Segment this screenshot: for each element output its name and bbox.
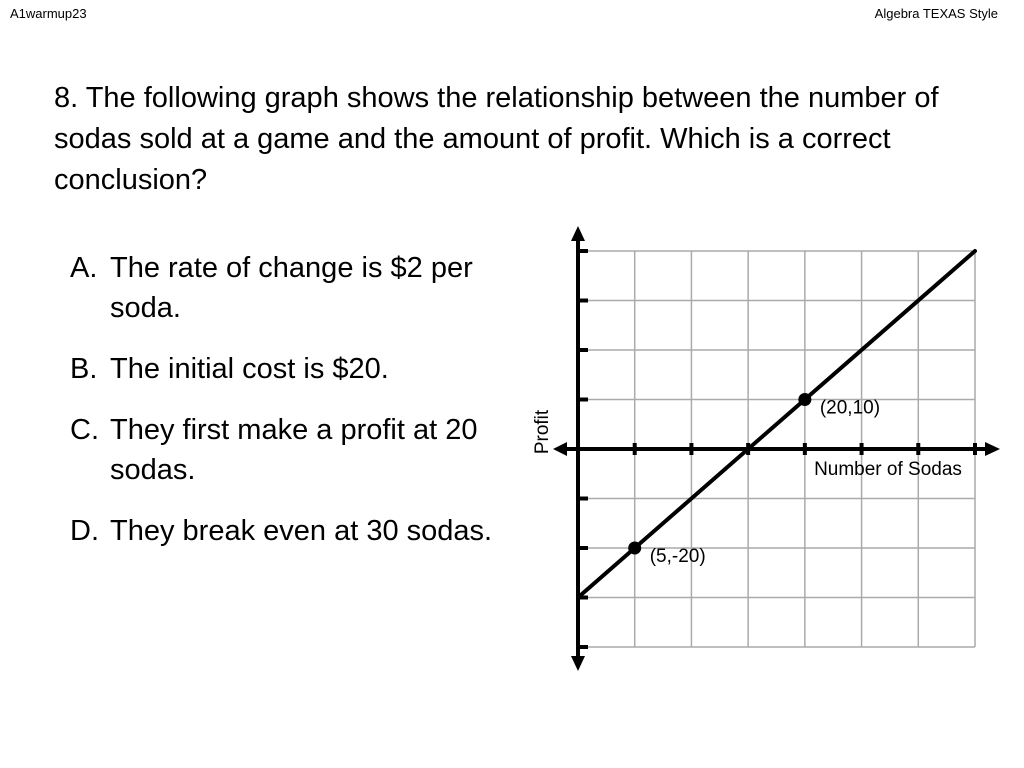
data-point <box>798 393 811 406</box>
option-letter: C. <box>70 414 99 446</box>
data-point <box>628 542 641 555</box>
points-layer <box>628 393 880 567</box>
y-axis-arrow-down <box>571 656 585 671</box>
y-axis-label: Profit <box>532 409 553 455</box>
x-axis-arrow-right <box>985 442 1000 456</box>
option-text: They first make a profit at 20 sodas. <box>110 414 478 486</box>
question-text: 8. The following graph shows the relationship between the number of sodas sold at a game and the amount of profit. Which is a correct conclusion? <box>54 82 939 196</box>
option-text: They break even at 30 sodas. <box>110 515 493 547</box>
option-text: The initial cost is $20. <box>110 353 389 385</box>
header-right: Algebra TEXAS Style <box>874 6 998 21</box>
header-left: A1warmup23 <box>10 6 87 21</box>
option-text: The rate of change is $2 per soda. <box>110 252 473 324</box>
point-label: (20,10) <box>819 397 881 419</box>
x-axis-label: Number of Sodas <box>814 459 962 480</box>
point-label: (5,-20) <box>649 546 706 567</box>
axes <box>553 226 1000 671</box>
option-letter: D. <box>70 515 99 547</box>
option-letter: A. <box>70 252 98 284</box>
y-axis-arrow-up <box>571 226 585 241</box>
option-letter: B. <box>70 353 98 385</box>
x-axis-arrow-left <box>553 442 567 456</box>
